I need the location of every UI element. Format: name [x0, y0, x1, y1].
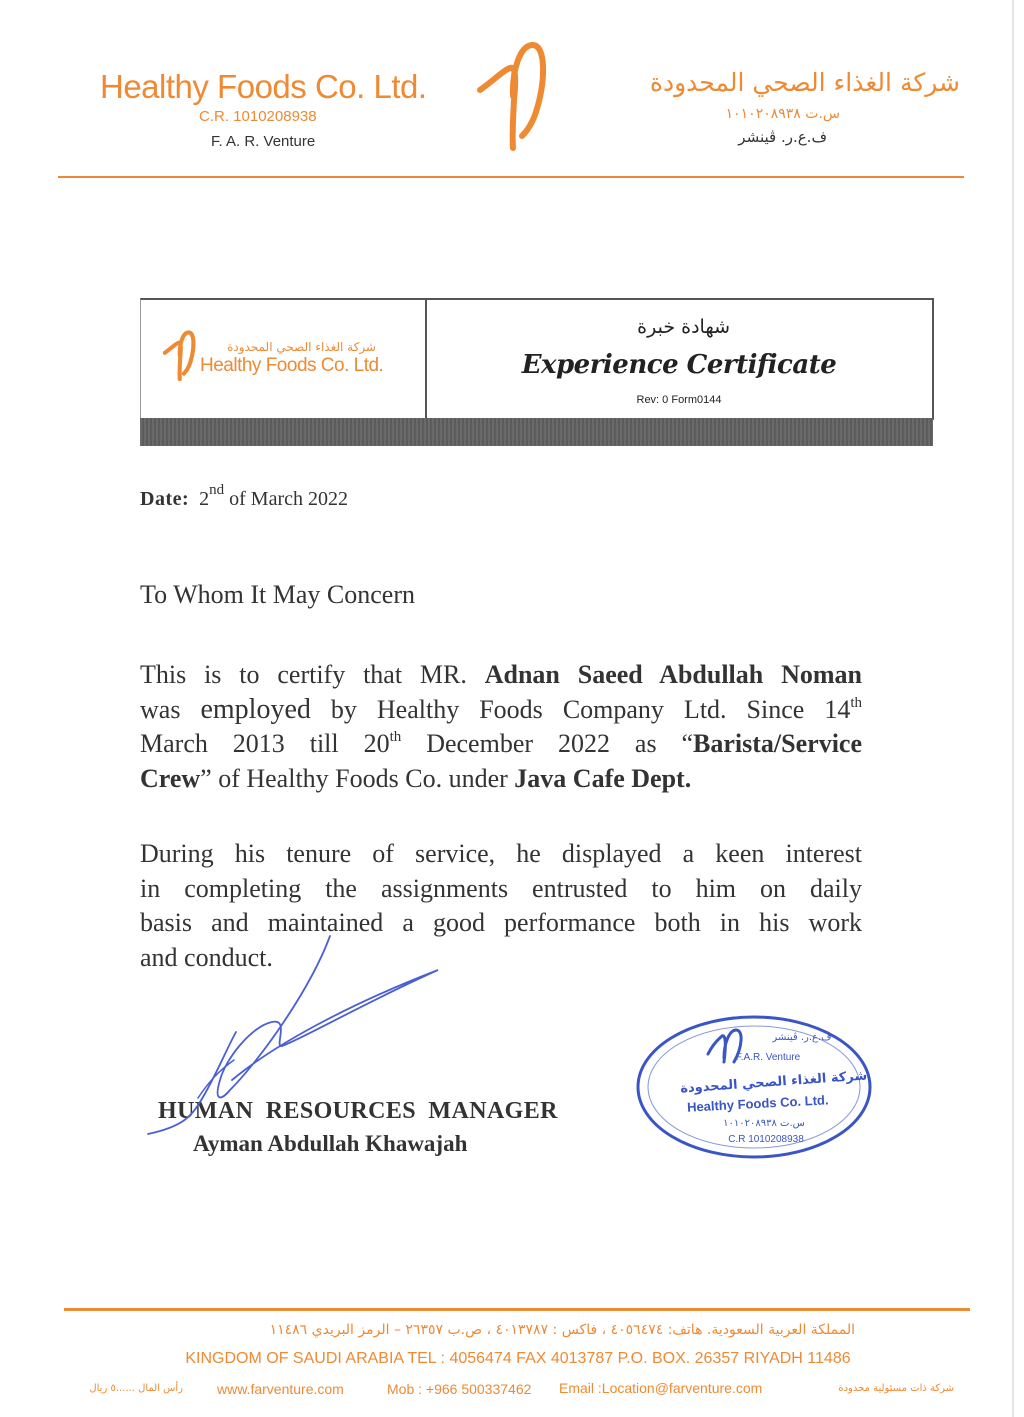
footer-company-type-ar: شركة ذات مسئولية محدودة — [838, 1383, 954, 1394]
venture-name-en: F. A. R. Venture — [211, 133, 316, 150]
far-venture-logo — [476, 40, 551, 152]
footer-mobile: Mob : +966 500337462 — [387, 1381, 532, 1397]
svg-text:ف.ع.ر. ڤينشر: ف.ع.ر. ڤينشر — [772, 1032, 832, 1043]
p2-line-2: in completing the assignments entrusted to him on daily — [140, 873, 862, 903]
p2-line-4: and conduct. — [140, 942, 273, 972]
company-name-ar: شركة الغذاء الصحي المحدودة — [649, 68, 960, 97]
company-stamp — [634, 1012, 874, 1162]
svg-text:شركة الغذاء الصحي المحدودة: شركة الغذاء الصحي المحدودة — [679, 1068, 868, 1097]
date-label: Date: — [140, 488, 190, 510]
signatory-title: HUMAN RESOURCES MANAGER — [158, 1098, 558, 1124]
employee-name: Adnan Saeed Abdullah Noman — [484, 660, 862, 689]
title-box-company-ar: شركة الغذاء الصحي المحدودة — [227, 340, 376, 354]
footer-address-en: KINGDOM OF SAUDI ARABIA TEL : 4056474 FAX 4013787 P.O. BOX. 26357 RIYADH 11486 — [185, 1350, 851, 1367]
p2-line-3: basis and maintained a good performance both in his work — [140, 908, 862, 937]
certificate-title-en: Experience Certificate — [521, 350, 837, 380]
handwritten-signature — [140, 930, 450, 1140]
p1-line-1: This is to certify that MR. Adnan Saeed Abdullah Noman — [140, 660, 862, 689]
title-box-logo-icon — [163, 327, 197, 384]
certificate-title-ar: شهادة خبرة — [637, 316, 730, 338]
p1-line-2: was employed by Healthy Foods Company Ltd. Since 14th — [140, 693, 863, 725]
footer-email: Email :Location@farventure.com — [559, 1380, 763, 1396]
page-edge — [1012, 0, 1014, 1417]
footer-website: www.farventure.com — [217, 1381, 344, 1397]
letter-date — [140, 482, 348, 511]
svg-text:س.ت ١٠١٠٢٠٨٩٣٨: س.ت ١٠١٠٢٠٨٩٣٨ — [723, 1118, 805, 1129]
p1-line-3: March 2013 till 20th December 2022 as “Barista/Service — [140, 729, 862, 758]
svg-text:C.R 1010208938: C.R 1010208938 — [728, 1134, 804, 1145]
form-revision: Rev: 0 Form0144 — [636, 394, 722, 406]
footer-address-ar: المملكة العربية السعودية. هاتف: ٤٠٥٦٤٧٤ ، فاكس : ٤٠١٣٧٨٧ ، ص.ب ٢٦٣٥٧ – الرمز البريدي ١١٤٨٦ — [269, 1322, 855, 1338]
date-month-year: of March 2022 — [229, 488, 348, 510]
cr-number-ar: س.ت ١٠١٠٢٠٨٩٣٨ — [725, 106, 840, 122]
title-box-bar — [140, 418, 933, 446]
position-title: Barista/Service — [693, 729, 862, 758]
p1-line-4: Crew” of Healthy Foods Co. under Java Cafe Dept. — [140, 763, 692, 793]
signatory-name: Ayman Abdullah Khawajah — [193, 1131, 468, 1156]
footer-capital-ar: رأس المال ......٥ ريال — [89, 1383, 183, 1394]
footer-rule — [64, 1308, 970, 1311]
header-rule — [58, 176, 964, 178]
svg-text:F.A.R. Venture: F.A.R. Venture — [735, 1052, 801, 1063]
venture-name-ar: ف.ع.ر. ڤينشر — [738, 128, 827, 146]
company-name-en: Healthy Foods Co. Ltd. — [100, 68, 427, 105]
salutation: To Whom It May Concern — [140, 580, 415, 609]
date-day: 2 — [199, 488, 210, 510]
department: Java Cafe Dept. — [514, 763, 692, 793]
p2-line-1: During his tenure of service, he displayed a keen interest — [140, 839, 862, 868]
svg-text:Healthy Foods Co. Ltd.: Healthy Foods Co. Ltd. — [686, 1092, 829, 1115]
date-suffix: nd — [209, 482, 225, 498]
certification-paragraph — [140, 658, 862, 796]
cr-number-en: C.R. 1010208938 — [199, 108, 317, 125]
title-box-company-en: Healthy Foods Co. Ltd. — [200, 355, 384, 376]
